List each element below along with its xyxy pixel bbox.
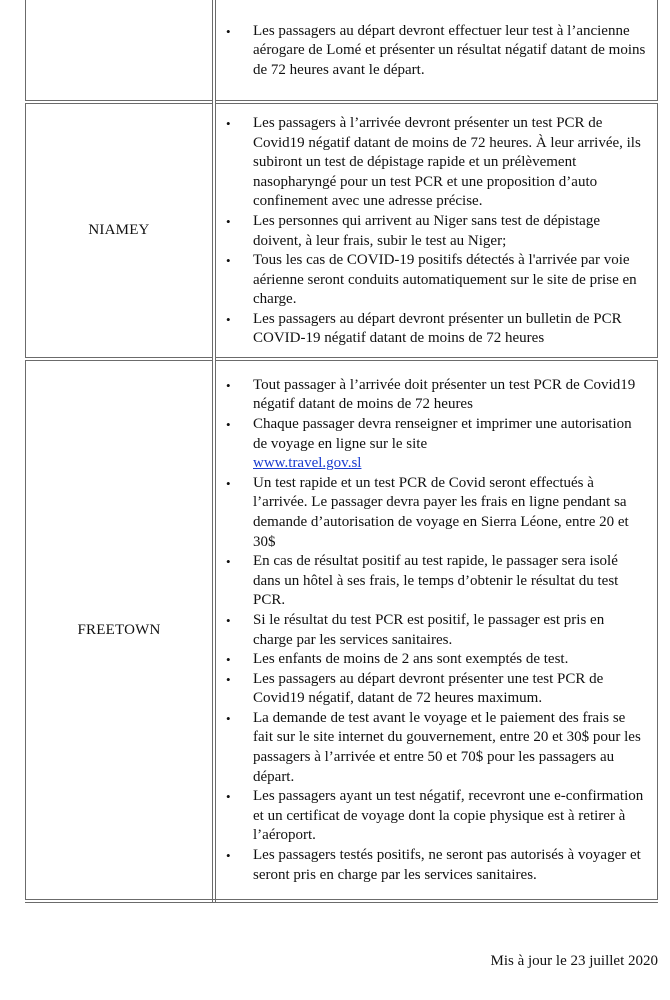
requirements-cell — [214, 0, 658, 102]
list-item — [216, 415, 657, 474]
list-item: • Les passagers à l’arrivée devront présenter un test PCR de Covid19 négatif datant de moins de 72 heures. À leur arrivée, ils subiront un test de dépistage rapide et un prélèvement nasopharyngé pour un test PCR et une proposition d’auto confinement avec une adresse précise. — [216, 114, 657, 212]
list-item: • Les passagers au départ devront présenter une test PCR de Covid19 négatif, datant de 72 heures maximum. — [216, 670, 657, 709]
list-item: • Tout passager à l’arrivée doit présenter un test PCR de Covid19 négatif datant de moins de 72 heures — [216, 376, 657, 415]
requirements-cell — [214, 102, 658, 359]
city-cell-freetown: FREETOWN — [26, 359, 215, 901]
travel-requirements-table — [25, 0, 658, 903]
list-item-text: Chaque passager devra renseigner et imprimer une autorisation de voyage en ligne sur le site — [253, 415, 632, 452]
table-row — [26, 102, 658, 359]
table-row — [26, 359, 658, 901]
list-item: • Tous les cas de COVID-19 positifs détectés à l'arrivée par voie aérienne seront conduits automatiquement sur le site de prise en charge. — [216, 251, 657, 310]
requirements-list — [216, 20, 657, 81]
list-item: • Les enfants de moins de 2 ans sont exemptés de test. — [216, 650, 657, 670]
list-item: • Si le résultat du test PCR est positif, le passager est pris en charge par les services sanitaires. — [216, 611, 657, 650]
city-cell-niamey: NIAMEY — [26, 102, 215, 359]
list-item: • En cas de résultat positif au test rapide, le passager sera isolé dans un hôtel à ses frais, le temps d’obtenir le résultat du test PCR. — [216, 552, 657, 611]
city-cell — [26, 0, 215, 102]
requirements-cell — [214, 359, 658, 901]
travel-website-link[interactable]: www.travel.gov.sl — [253, 455, 362, 472]
last-updated-note: Mis à jour le 23 juillet 2020 — [490, 953, 658, 969]
list-item: • Les passagers testés positifs, ne seront pas autorisés à voyager et seront pris en charge par les services sanitaires. — [216, 846, 657, 885]
list-item: • Les passagers ayant un test négatif, recevront une e-confirmation et un certificat de voyage dont la copie physique est à retirer à l’aéroport. — [216, 787, 657, 846]
list-item: • Un test rapide et un test PCR de Covid seront effectués à l’arrivée. Le passager devra payer les frais en ligne pendant sa demande d’autorisation de voyage en Sierra Léone, entre 20 et 30$ — [216, 474, 657, 552]
requirements-list — [216, 112, 657, 349]
list-item: • La demande de test avant le voyage et le paiement des frais se fait sur le site internet du gouvernement, entre 20 et 30$ pour les passagers à l’arrivée et entre 50 et 70$ pour les passagers au départ. — [216, 709, 657, 787]
table-row — [26, 0, 658, 102]
list-item: • Les passagers au départ devront présenter un bulletin de PCR COVID-19 négatif datant de moins de 72 heures — [216, 310, 657, 349]
list-item: • Les personnes qui arrivent au Niger sans test de dépistage doivent, à leur frais, subir le test au Niger; — [216, 212, 657, 251]
requirements-list — [216, 375, 657, 885]
list-item: • Les passagers au départ devront effectuer leur test à l’ancienne aérogare de Lomé et présenter un résultat négatif datant de moins de 72 heures avant le départ. — [216, 22, 657, 81]
